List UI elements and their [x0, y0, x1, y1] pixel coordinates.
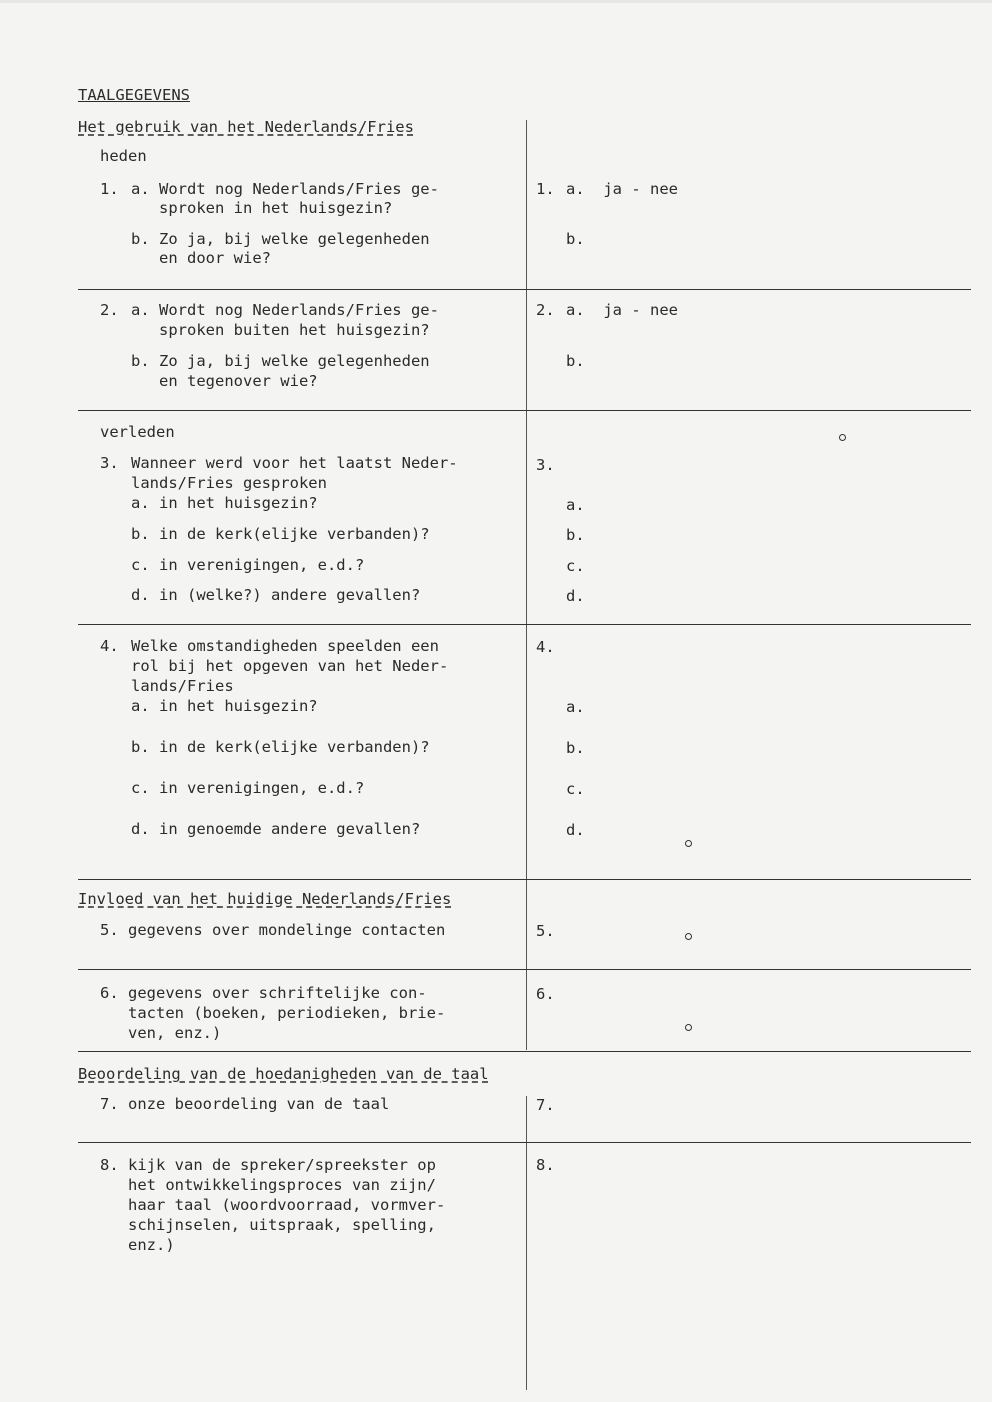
subheading-verleden: verleden — [100, 423, 175, 441]
ink-mark — [685, 933, 692, 940]
question-3d: d. in (welke?) andere gevallen? — [131, 586, 421, 604]
answer-3a: a. — [566, 496, 585, 514]
answer-3c: c. — [566, 557, 585, 575]
answer-4b: b. — [566, 739, 585, 757]
question-4-line-1: Welke omstandigheden speelden een — [131, 637, 439, 655]
question-6-line-2: tacten (boeken, periodieken, brie- — [100, 1004, 446, 1022]
question-2a-line-1: a. Wordt nog Nederlands/Fries ge- — [131, 301, 439, 319]
question-8-line-1: 8. kijk van de spreker/spreekster op — [100, 1156, 436, 1174]
row-separator — [78, 624, 971, 625]
answer-1b: b. — [566, 230, 585, 248]
question-4b: b. in de kerk(elijke verbanden)? — [131, 738, 430, 756]
page-title: TAALGEGEVENS — [78, 86, 190, 104]
ink-mark — [685, 840, 692, 847]
subheading-heden: heden — [100, 147, 147, 165]
section-heading-influence: Invloed van het huidige Nederlands/Fries — [78, 890, 452, 908]
row-separator — [78, 1142, 971, 1143]
answer-6: 6. — [536, 985, 555, 1003]
answer-4-number: 4. — [536, 638, 555, 656]
question-4-number: 4. — [100, 637, 119, 655]
answer-1-number: 1. — [536, 180, 555, 198]
answer-3b: b. — [566, 526, 585, 544]
page-top-edge — [0, 0, 992, 3]
question-6-line-3: ven, enz.) — [100, 1024, 222, 1042]
question-2b-line-1: b. Zo ja, bij welke gelegenheden — [131, 352, 430, 370]
question-1b-line-1: b. Zo ja, bij welke gelegenheden — [131, 230, 430, 248]
question-5: 5. gegevens over mondelinge contacten — [100, 921, 446, 939]
ink-mark — [839, 434, 846, 441]
row-separator — [78, 410, 971, 411]
answer-4c: c. — [566, 780, 585, 798]
row-separator — [78, 879, 971, 880]
answer-4d: d. — [566, 821, 585, 839]
column-divider — [526, 880, 527, 1050]
question-4a: a. in het huisgezin? — [131, 697, 318, 715]
answer-3d: d. — [566, 587, 585, 605]
question-4d: d. in genoemde andere gevallen? — [131, 820, 421, 838]
question-7: 7. onze beoordeling van de taal — [100, 1095, 390, 1113]
row-separator — [78, 289, 971, 290]
question-1a-line-2: sproken in het huisgezin? — [131, 199, 393, 217]
question-3a: a. in het huisgezin? — [131, 494, 318, 512]
answer-5: 5. — [536, 922, 555, 940]
answer-1a: a. ja - nee — [566, 180, 678, 198]
ink-mark — [685, 1024, 692, 1031]
question-4-line-2: rol bij het opgeven van het Neder- — [131, 657, 449, 675]
question-4c: c. in verenigingen, e.d.? — [131, 779, 365, 797]
question-1a-line-1: a. Wordt nog Nederlands/Fries ge- — [131, 180, 439, 198]
answer-7: 7. — [536, 1096, 555, 1114]
question-2-number: 2. — [100, 301, 119, 319]
question-3b: b. in de kerk(elijke verbanden)? — [131, 525, 430, 543]
answer-3-number: 3. — [536, 456, 555, 474]
answer-8: 8. — [536, 1156, 555, 1174]
answer-2a: a. ja - nee — [566, 301, 678, 319]
answer-2-number: 2. — [536, 301, 555, 319]
column-divider — [526, 120, 527, 880]
section-heading-usage: Het gebruik van het Nederlands/Fries — [78, 118, 414, 136]
question-2b-line-2: en tegenover wie? — [131, 372, 318, 390]
question-8-line-2: het ontwikkelingsproces van zijn/ — [100, 1176, 436, 1194]
answer-2b: b. — [566, 352, 585, 370]
section-heading-assessment: Beoordeling van de hoedanigheden van de taal — [78, 1065, 489, 1083]
question-3c: c. in verenigingen, e.d.? — [131, 556, 365, 574]
question-6-line-1: 6. gegevens over schriftelijke con- — [100, 984, 427, 1002]
question-8-line-5: enz.) — [100, 1236, 175, 1254]
question-2a-line-2: sproken buiten het huisgezin? — [131, 321, 430, 339]
question-8-line-4: schijnselen, uitspraak, spelling, — [100, 1216, 436, 1234]
row-separator — [78, 969, 971, 970]
column-divider — [526, 1096, 527, 1390]
row-separator — [78, 1051, 971, 1052]
question-1-number: 1. — [100, 180, 119, 198]
answer-4a: a. — [566, 698, 585, 716]
question-3-number: 3. — [100, 454, 119, 472]
question-3-line-2: lands/Fries gesproken — [131, 474, 327, 492]
question-8-line-3: haar taal (woordvoorraad, vormver- — [100, 1196, 446, 1214]
question-1b-line-2: en door wie? — [131, 249, 271, 267]
question-4-line-3: lands/Fries — [131, 677, 234, 695]
question-3-line-1: Wanneer werd voor het laatst Neder- — [131, 454, 458, 472]
